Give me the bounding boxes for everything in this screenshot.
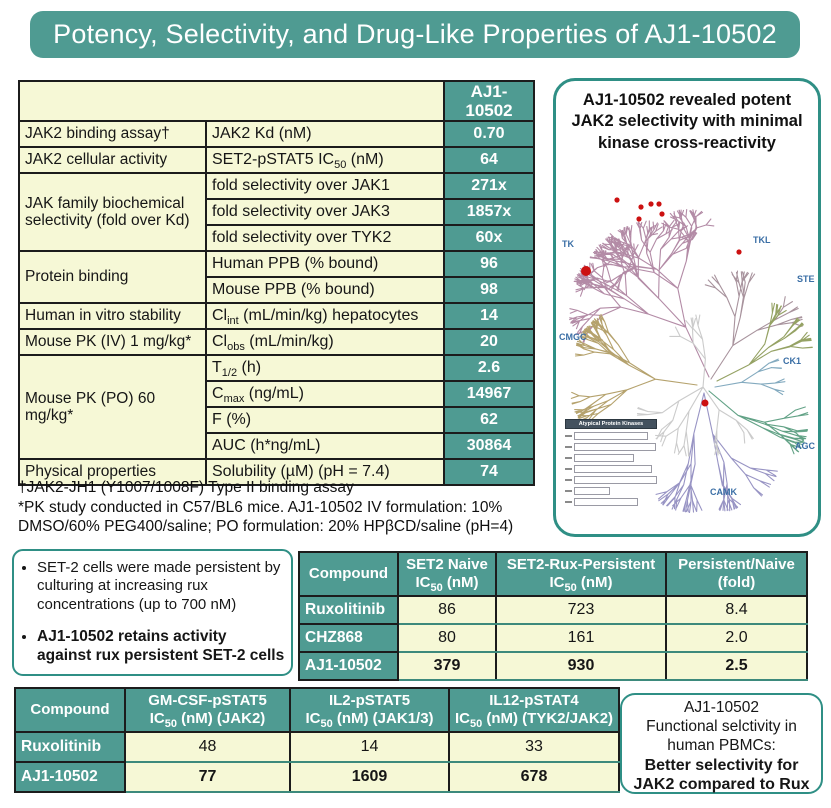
category-cell: Mouse PK (PO) 60 mg/kg*: [19, 355, 206, 459]
kinase-family-label-CK1: CK1: [783, 356, 802, 366]
page-title: Potency, Selectivity, and Drug-Like Properties of AJ1-10502: [53, 19, 777, 49]
value-cell: 8.4: [666, 596, 807, 624]
kinase-hit-dot: [648, 201, 653, 206]
column-header: GM-CSF-pSTAT5 $IC_{50}$ (nM) (JAK2): [125, 688, 290, 732]
persistence-table: [298, 551, 808, 681]
value-cell: 33: [449, 732, 619, 762]
value-cell: 1857x: [444, 199, 534, 225]
parameter-cell: F (%): [206, 407, 444, 433]
value-cell: 14: [444, 303, 534, 329]
kinome-branch-AGC: [709, 391, 808, 454]
parameter-cell: Solubility (µM) (pH = 7.4): [206, 459, 444, 485]
value-cell: 1609: [290, 762, 449, 792]
parameter-cell: $C_{max}$ (ng/mL): [206, 381, 444, 407]
legend-title: Atypical Protein Kinases: [565, 419, 657, 429]
compound-cell: AJ1-10502: [15, 762, 125, 792]
main-properties-table: [18, 80, 535, 486]
category-cell: JAK2 binding assay†: [19, 121, 206, 147]
value-cell: 379: [398, 652, 496, 680]
parameter-cell: Human PPB (% bound): [206, 251, 444, 277]
table-row: [19, 121, 534, 147]
compound-cell: Ruxolitinib: [299, 596, 398, 624]
value-cell: 20: [444, 329, 534, 355]
kinase-hit-dot: [702, 400, 709, 407]
column-header: IL12-pSTAT4 $IC_{50}$ (nM) (TYK2/JAK2): [449, 688, 619, 732]
value-cell: 2.0: [666, 624, 807, 652]
value-cell: 678: [449, 762, 619, 792]
atypical-kinases-legend: [565, 419, 657, 506]
table-row: [19, 355, 534, 381]
category-cell: JAK family biochemical selectivity (fold over Kd): [19, 173, 206, 251]
pbmc-note-line1: AJ1-10502: [684, 699, 759, 716]
table-row: [19, 303, 534, 329]
kinome-branch-TK: [570, 210, 714, 377]
kinase-hit-dot: [659, 211, 664, 216]
parameter-cell: fold selectivity over JAK3: [206, 199, 444, 225]
kinase-hit-dot: [614, 197, 619, 202]
kinome-heading: AJ1-10502 revealed potent JAK2 selectivity with minimal kinase cross-reactivity: [571, 91, 803, 152]
pbmc-note-line2: Functional selctivity in human PBMCs:: [646, 718, 797, 755]
column-header: Persistent/Naive (fold): [666, 552, 807, 596]
parameter-cell: $Cl_{obs}$ (mL/min/kg): [206, 329, 444, 355]
column-header: SET2-Rux-Persistent $IC_{50}$ (nM): [496, 552, 666, 596]
kinase-family-label-CAMK: CAMK: [710, 487, 737, 497]
legend-entry: [565, 443, 657, 451]
parameter-cell: JAK2 Kd (nM): [206, 121, 444, 147]
pbmc-note-box: [620, 693, 823, 794]
parameter-cell: Mouse PPB (% bound): [206, 277, 444, 303]
parameter-cell: $Cl_{int}$ (mL/min/kg) hepatocytes: [206, 303, 444, 329]
value-cell: 80: [398, 624, 496, 652]
compound-cell: CHZ868: [299, 624, 398, 652]
value-cell: 74: [444, 459, 534, 485]
table-row: [15, 732, 619, 762]
category-cell: Physical properties: [19, 459, 206, 485]
value-cell: 723: [496, 596, 666, 624]
table-row: [299, 624, 807, 652]
parameter-cell: fold selectivity over TYK2: [206, 225, 444, 251]
value-cell: 930: [496, 652, 666, 680]
persistence-notes-box: [12, 549, 293, 676]
compound-cell: Ruxolitinib: [15, 732, 125, 762]
table-row: [15, 762, 619, 792]
kinase-family-label-TKL: TKL: [753, 235, 771, 245]
parameter-cell: AUC (h*ng/mL): [206, 433, 444, 459]
value-cell: 0.70: [444, 121, 534, 147]
table-row: [19, 147, 534, 173]
column-header: SET2 Naive $IC_{50}$ (nM): [398, 552, 496, 596]
kinase-hit-dot: [656, 201, 661, 206]
footnote-star: *PK study conducted in C57/BL6 mice. AJ1-10502 IV formulation: 10% DMSO/60% PEG400/saline; PO formulation: 20% HPβCD/saline (pH=4): [18, 498, 514, 536]
parameter-cell: $T_{1/2}$ (h): [206, 355, 444, 381]
table-header-row: [299, 552, 807, 596]
parameter-cell: fold selectivity over JAK1: [206, 173, 444, 199]
kinase-hit-dot: [581, 266, 591, 276]
value-cell: 30864: [444, 433, 534, 459]
main-table-corner-cell: [19, 81, 444, 121]
category-cell: JAK2 cellular activity: [19, 147, 206, 173]
value-cell: 271x: [444, 173, 534, 199]
value-cell: 98: [444, 277, 534, 303]
value-cell: 48: [125, 732, 290, 762]
legend-entry: [565, 465, 657, 473]
column-header: IL2-pSTAT5 $IC_{50}$ (nM) (JAK1/3): [290, 688, 449, 732]
value-cell: 14967: [444, 381, 534, 407]
value-cell: 86: [398, 596, 496, 624]
table-row: [299, 596, 807, 624]
kinase-family-label-TK: TK: [562, 239, 574, 249]
kinase-hit-dot: [638, 204, 643, 209]
compound-header-cell: AJ1-10502: [444, 81, 534, 121]
table-row: [19, 173, 534, 199]
value-cell: 77: [125, 762, 290, 792]
value-cell: 64: [444, 147, 534, 173]
kinase-family-label-STE: STE: [797, 274, 815, 284]
kinase-family-label-CMGC: CMGC: [559, 332, 587, 342]
value-cell: 14: [290, 732, 449, 762]
kinome-panel: [553, 78, 821, 537]
value-cell: 2.6: [444, 355, 534, 381]
category-cell: Protein binding: [19, 251, 206, 303]
value-cell: 62: [444, 407, 534, 433]
table-header-row: [15, 688, 619, 732]
column-header: Compound: [15, 688, 125, 732]
footnote-dagger: †JAK2-JH1 (Y1007/1008F) Type II binding assay: [18, 479, 354, 496]
value-cell: 96: [444, 251, 534, 277]
category-cell: Mouse PK (IV) 1 mg/kg*: [19, 329, 206, 355]
value-cell: 161: [496, 624, 666, 652]
table-row: [19, 329, 534, 355]
column-header: Compound: [299, 552, 398, 596]
compound-cell: AJ1-10502: [299, 652, 398, 680]
kinase-hit-dot: [736, 249, 741, 254]
legend-entry: [565, 454, 657, 462]
footnotes: [18, 478, 535, 537]
legend-entry: [565, 432, 657, 440]
title-banner: [30, 11, 800, 58]
bullet-item: • SET-2 cells were made persistent by culturing at increasing rux concentrations (up to 700 nM): [37, 559, 285, 614]
kinase-family-label-AGC: AGC: [795, 441, 815, 451]
table-row: [19, 81, 534, 121]
legend-entry: [565, 498, 657, 506]
pbmc-note-conclusion: Better selectivity for JAK2 compared to Rux: [633, 756, 810, 793]
bullet-item: • AJ1-10502 retains activity against rux persistent SET-2 cells: [37, 628, 285, 666]
legend-entry: [565, 476, 657, 484]
kinase-hit-dot: [636, 216, 641, 221]
table-row: [19, 251, 534, 277]
value-cell: 60x: [444, 225, 534, 251]
legend-entry: [565, 487, 657, 495]
pbmc-table: [14, 687, 620, 793]
parameter-cell: SET2-pSTAT5 $IC_{50}$ (nM): [206, 147, 444, 173]
table-row: [299, 652, 807, 680]
category-cell: Human in vitro stability: [19, 303, 206, 329]
value-cell: 2.5: [666, 652, 807, 680]
